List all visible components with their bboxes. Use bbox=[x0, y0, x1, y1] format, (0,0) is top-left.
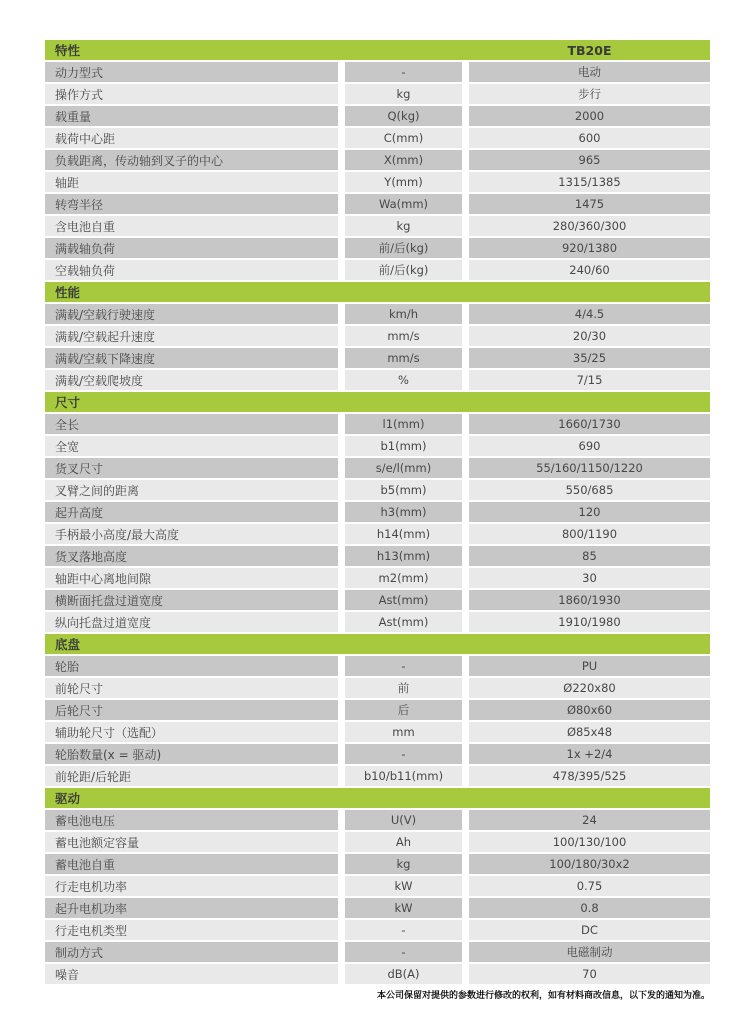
spec-value: 690 bbox=[469, 436, 710, 456]
table-row bbox=[45, 876, 710, 896]
spec-value: 2000 bbox=[469, 106, 710, 126]
table-row bbox=[45, 260, 710, 280]
table-row bbox=[45, 700, 710, 720]
spec-unit: X(mm) bbox=[345, 150, 462, 170]
spec-unit: mm bbox=[345, 722, 462, 742]
table-row bbox=[45, 106, 710, 126]
spec-label: 叉臂之间的距离 bbox=[45, 480, 338, 500]
disclaimer-text: 本公司保留对提供的参数进行修改的权利，如有材料商改信息，以下发的通知为准。 bbox=[376, 991, 710, 1001]
spec-unit: Wa(mm) bbox=[345, 194, 462, 214]
spec-label: 制动方式 bbox=[45, 942, 338, 962]
spec-label: 行走电机功率 bbox=[45, 876, 338, 896]
spec-value: 800/1190 bbox=[469, 524, 710, 544]
table-row bbox=[45, 854, 710, 874]
section-header bbox=[45, 634, 710, 654]
spec-unit: - bbox=[345, 744, 462, 764]
spec-value: 0.8 bbox=[469, 898, 710, 918]
spec-value: 965 bbox=[469, 150, 710, 170]
spec-label: 满载/空载下降速度 bbox=[45, 348, 338, 368]
table-row bbox=[45, 414, 710, 434]
spec-value: 1660/1730 bbox=[469, 414, 710, 434]
spec-value: 85 bbox=[469, 546, 710, 566]
table-row bbox=[45, 546, 710, 566]
spec-value: 30 bbox=[469, 568, 710, 588]
spec-label: 蓄电池电压 bbox=[45, 810, 338, 830]
spec-label: 操作方式 bbox=[45, 84, 338, 104]
spec-unit: Ah bbox=[345, 832, 462, 852]
spec-value: 120 bbox=[469, 502, 710, 522]
spec-value: Ø80x60 bbox=[469, 700, 710, 720]
section-header bbox=[45, 282, 710, 302]
spec-label: 满载/空载爬坡度 bbox=[45, 370, 338, 390]
spec-value: DC bbox=[469, 920, 710, 940]
spec-unit: m2(mm) bbox=[345, 568, 462, 588]
spec-unit: b10/b11(mm) bbox=[345, 766, 462, 786]
table-row bbox=[45, 920, 710, 940]
spec-unit: Ast(mm) bbox=[345, 612, 462, 632]
spec-unit: mm/s bbox=[345, 326, 462, 346]
spec-unit: h13(mm) bbox=[345, 546, 462, 566]
spec-unit: kg bbox=[345, 216, 462, 236]
spec-value: 280/360/300 bbox=[469, 216, 710, 236]
spec-label: 载荷中心距 bbox=[45, 128, 338, 148]
table-row bbox=[45, 480, 710, 500]
table-row bbox=[45, 128, 710, 148]
section-header bbox=[45, 392, 710, 412]
spec-value: 550/685 bbox=[469, 480, 710, 500]
spec-unit: dB(A) bbox=[345, 964, 462, 984]
table-row bbox=[45, 766, 710, 786]
section-title: 底盘 bbox=[55, 637, 81, 652]
table-row bbox=[45, 744, 710, 764]
spec-label: 蓄电池额定容量 bbox=[45, 832, 338, 852]
spec-unit: - bbox=[345, 656, 462, 676]
table-header bbox=[45, 40, 710, 60]
spec-value: 478/395/525 bbox=[469, 766, 710, 786]
spec-label: 起升电机功率 bbox=[45, 898, 338, 918]
table-row bbox=[45, 678, 710, 698]
table-row bbox=[45, 84, 710, 104]
section-title: 尺寸 bbox=[55, 395, 81, 410]
spec-unit: - bbox=[345, 942, 462, 962]
table-row bbox=[45, 238, 710, 258]
spec-label: 起升高度 bbox=[45, 502, 338, 522]
spec-label: 行走电机类型 bbox=[45, 920, 338, 940]
spec-value: PU bbox=[469, 656, 710, 676]
table-row bbox=[45, 502, 710, 522]
spec-value: 7/15 bbox=[469, 370, 710, 390]
table-row bbox=[45, 326, 710, 346]
spec-unit: 前/后(kg) bbox=[345, 260, 462, 280]
spec-label: 手柄最小高度/最大高度 bbox=[45, 524, 338, 544]
spec-table bbox=[45, 40, 710, 986]
spec-unit: s/e/l(mm) bbox=[345, 458, 462, 478]
feature-header-label: 特性 bbox=[55, 43, 81, 58]
spec-value: 24 bbox=[469, 810, 710, 830]
spec-value: 100/130/100 bbox=[469, 832, 710, 852]
section-title: 驱动 bbox=[55, 791, 81, 806]
spec-value: 步行 bbox=[469, 84, 710, 104]
table-row bbox=[45, 942, 710, 962]
table-row bbox=[45, 436, 710, 456]
spec-label: 噪音 bbox=[45, 964, 338, 984]
spec-unit: kW bbox=[345, 876, 462, 896]
model-header-label: TB20E bbox=[567, 42, 612, 58]
spec-unit: kg bbox=[345, 84, 462, 104]
spec-unit: h3(mm) bbox=[345, 502, 462, 522]
table-row bbox=[45, 964, 710, 984]
spec-unit: km/h bbox=[345, 304, 462, 324]
spec-unit: 前/后(kg) bbox=[345, 238, 462, 258]
spec-label: 载重量 bbox=[45, 106, 338, 126]
spec-value: 1x +2/4 bbox=[469, 744, 710, 764]
spec-unit: b1(mm) bbox=[345, 436, 462, 456]
table-row bbox=[45, 898, 710, 918]
spec-label: 轮胎数量(x = 驱动) bbox=[45, 744, 338, 764]
spec-label: 全宽 bbox=[45, 436, 338, 456]
spec-unit: 前 bbox=[345, 678, 462, 698]
table-body bbox=[45, 62, 710, 984]
spec-label: 轴距中心离地间隙 bbox=[45, 568, 338, 588]
spec-unit: Y(mm) bbox=[345, 172, 462, 192]
section-header bbox=[45, 788, 710, 808]
spec-value: 240/60 bbox=[469, 260, 710, 280]
spec-label: 后轮尺寸 bbox=[45, 700, 338, 720]
spec-unit: mm/s bbox=[345, 348, 462, 368]
table-row bbox=[45, 832, 710, 852]
spec-label: 货叉尺寸 bbox=[45, 458, 338, 478]
table-row bbox=[45, 348, 710, 368]
spec-label: 辅助轮尺寸（选配） bbox=[45, 722, 338, 742]
spec-value: 600 bbox=[469, 128, 710, 148]
spec-label: 轮胎 bbox=[45, 656, 338, 676]
spec-label: 满载/空载起升速度 bbox=[45, 326, 338, 346]
spec-unit: l1(mm) bbox=[345, 414, 462, 434]
spec-unit: % bbox=[345, 370, 462, 390]
spec-label: 满载/空载行驶速度 bbox=[45, 304, 338, 324]
table-row bbox=[45, 304, 710, 324]
table-row bbox=[45, 370, 710, 390]
spec-unit: kg bbox=[345, 854, 462, 874]
spec-unit: kW bbox=[345, 898, 462, 918]
table-row bbox=[45, 150, 710, 170]
spec-value: 1475 bbox=[469, 194, 710, 214]
spec-label: 动力型式 bbox=[45, 62, 338, 82]
spec-unit: h14(mm) bbox=[345, 524, 462, 544]
spec-value: 电动 bbox=[469, 62, 710, 82]
table-row bbox=[45, 172, 710, 192]
table-row bbox=[45, 590, 710, 610]
table-row bbox=[45, 524, 710, 544]
spec-unit: Ast(mm) bbox=[345, 590, 462, 610]
spec-unit: - bbox=[345, 62, 462, 82]
spec-label: 前轮尺寸 bbox=[45, 678, 338, 698]
spec-label: 转弯半径 bbox=[45, 194, 338, 214]
spec-unit: U(V) bbox=[345, 810, 462, 830]
spec-label: 横断面托盘过道宽度 bbox=[45, 590, 338, 610]
spec-label: 空载轴负荷 bbox=[45, 260, 338, 280]
table-row bbox=[45, 612, 710, 632]
spec-label: 含电池自重 bbox=[45, 216, 338, 236]
table-row bbox=[45, 810, 710, 830]
spec-value: 920/1380 bbox=[469, 238, 710, 258]
spec-value: 1910/1980 bbox=[469, 612, 710, 632]
table-row bbox=[45, 194, 710, 214]
spec-unit: b5(mm) bbox=[345, 480, 462, 500]
spec-label: 全长 bbox=[45, 414, 338, 434]
spec-value: 100/180/30x2 bbox=[469, 854, 710, 874]
spec-unit: Q(kg) bbox=[345, 106, 462, 126]
table-row bbox=[45, 216, 710, 236]
table-row bbox=[45, 568, 710, 588]
spec-value: 0.75 bbox=[469, 876, 710, 896]
spec-value: Ø220x80 bbox=[469, 678, 710, 698]
spec-value: 70 bbox=[469, 964, 710, 984]
spec-label: 轴距 bbox=[45, 172, 338, 192]
section-title: 性能 bbox=[55, 285, 81, 300]
spec-value: 1860/1930 bbox=[469, 590, 710, 610]
spec-unit: 后 bbox=[345, 700, 462, 720]
table-row bbox=[45, 656, 710, 676]
spec-value: 55/160/1150/1220 bbox=[469, 458, 710, 478]
table-row bbox=[45, 62, 710, 82]
spec-label: 前轮距/后轮距 bbox=[45, 766, 338, 786]
spec-label: 负载距离，传动轴到叉子的中心 bbox=[45, 150, 338, 170]
spec-label: 满载轴负荷 bbox=[45, 238, 338, 258]
spec-value: 电磁制动 bbox=[469, 942, 710, 962]
spec-value: 4/4.5 bbox=[469, 304, 710, 324]
spec-unit: - bbox=[345, 920, 462, 940]
table-row bbox=[45, 458, 710, 478]
spec-label: 蓄电池自重 bbox=[45, 854, 338, 874]
spec-label: 纵向托盘过道宽度 bbox=[45, 612, 338, 632]
spec-value: Ø85x48 bbox=[469, 722, 710, 742]
spec-value: 20/30 bbox=[469, 326, 710, 346]
table-row bbox=[45, 722, 710, 742]
spec-value: 1315/1385 bbox=[469, 172, 710, 192]
spec-unit: C(mm) bbox=[345, 128, 462, 148]
spec-value: 35/25 bbox=[469, 348, 710, 368]
spec-label: 货叉落地高度 bbox=[45, 546, 338, 566]
